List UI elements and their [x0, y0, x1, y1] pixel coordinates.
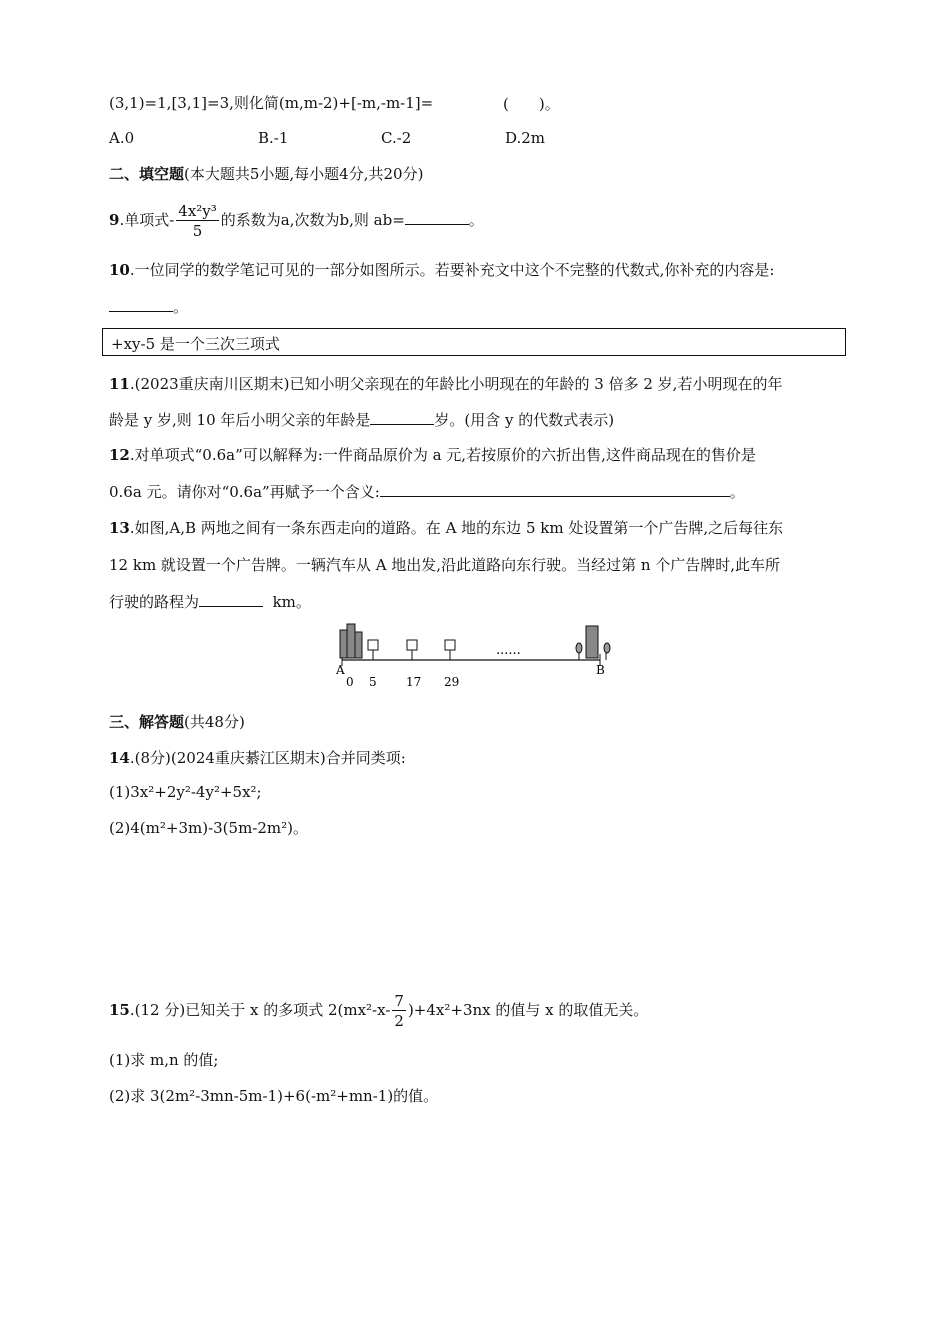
question-13: 13.如图,A,B 两地之间有一条东西走向的道路。在 A 地的东边 5 km 处设置第一个广告牌,之后每往东	[109, 519, 784, 537]
ellipsis-dots: ......	[496, 643, 521, 658]
q12-answer-blank[interactable]	[380, 482, 730, 497]
question-15: 15.(12 分)已知关于 x 的多项式 2(mx²-x- $\frac{7}{2}$ )+4x²+3nx 的值与 x 的取值无关。	[109, 991, 649, 1030]
q15-part2: (2)求 3(2m²-3mn-5m-1)+6(-m²+mn-1)的值。	[109, 1087, 439, 1105]
billboard-2	[407, 640, 417, 650]
q13-line2: 12 km 就设置一个广告牌。一辆汽车从 A 地出发,沿此道路向东行驶。当经过第 n 个广告牌时,此车所	[109, 556, 781, 574]
tick-label-5: 5	[369, 675, 377, 689]
building-a2	[347, 624, 355, 658]
q8-option-d: D.2m	[505, 129, 546, 147]
q15-fraction: $\frac{7}{2}$	[394, 991, 404, 1030]
question-12: 12.对单项式“0.6a”可以解释为:一件商品原价为 a 元,若按原价的六折出售,这件商品现在的售价是	[109, 446, 756, 464]
tick-label-0: 0	[346, 675, 354, 689]
q14-part1: (1)3x²+2y²-4y²+5x²;	[109, 783, 262, 801]
q14-part2: (2)4(m²+3m)-3(5m-2m²)。	[109, 819, 308, 837]
question-9: 9.单项式- $\frac{\text{4x²y³}}{5}$ 的系数为a,次数为b,则 ab= 。	[109, 201, 484, 240]
q8-option-b: B.-1	[258, 129, 289, 147]
q13-line3: 行驶的路程为 km。	[109, 593, 311, 611]
question-11: 11.(2023重庆南川区期末)已知小明父亲现在的年龄比小明现在的年龄的 3 倍多 2 岁,若小明现在的年	[109, 375, 783, 393]
q8-stem: (3,1)=1,[3,1]=3,则化简(m,m-2)+[-m,-m-1]=	[109, 94, 434, 112]
label-b: B	[596, 663, 605, 677]
billboard-3	[445, 640, 455, 650]
q10-note-box: +xy-5 是一个三次三项式	[102, 328, 846, 356]
tick-label-17: 17	[406, 675, 422, 689]
q13-answer-blank[interactable]	[199, 592, 263, 607]
q8-option-c: C.-2	[381, 129, 412, 147]
tree-left	[576, 643, 582, 653]
building-a3	[355, 632, 362, 658]
tree-right	[604, 643, 610, 653]
q11-answer-blank[interactable]	[370, 410, 434, 425]
q15-part1: (1)求 m,n 的值;	[109, 1051, 219, 1069]
section-2-heading: 二、填空题(本大题共5小题,每小题4分,共20分)	[109, 165, 424, 183]
q11-line2: 龄是 y 岁,则 10 年后小明父亲的年龄是 岁。(用含 y 的代数式表示)	[109, 411, 615, 429]
road-billboard-figure	[330, 620, 620, 690]
label-a: A	[336, 663, 345, 677]
billboard-1	[368, 640, 378, 650]
q8-answer-paren: ( )。	[503, 95, 560, 113]
q10-answer-blank[interactable]	[109, 297, 173, 312]
question-10: 10.一位同学的数学笔记可见的一部分如图所示。若要补充文中这个不完整的代数式,你补充的内容是:	[109, 261, 775, 279]
tick-label-29: 29	[444, 675, 460, 689]
q10-answer-line: 。	[109, 297, 188, 317]
q12-line2: 0.6a 元。请你对“0.6a”再赋予一个含义: 。	[109, 483, 745, 501]
building-b	[586, 626, 598, 658]
q8-option-a: A.0	[109, 129, 135, 147]
section-3-heading: 三、解答题(共48分)	[109, 713, 245, 731]
q9-fraction: $\frac{\text{4x²y³}}{5}$	[178, 201, 217, 240]
building-a1	[340, 630, 347, 658]
question-14: 14.(8分)(2024重庆綦江区期末)合并同类项:	[109, 749, 406, 767]
q9-answer-blank[interactable]	[405, 210, 469, 225]
